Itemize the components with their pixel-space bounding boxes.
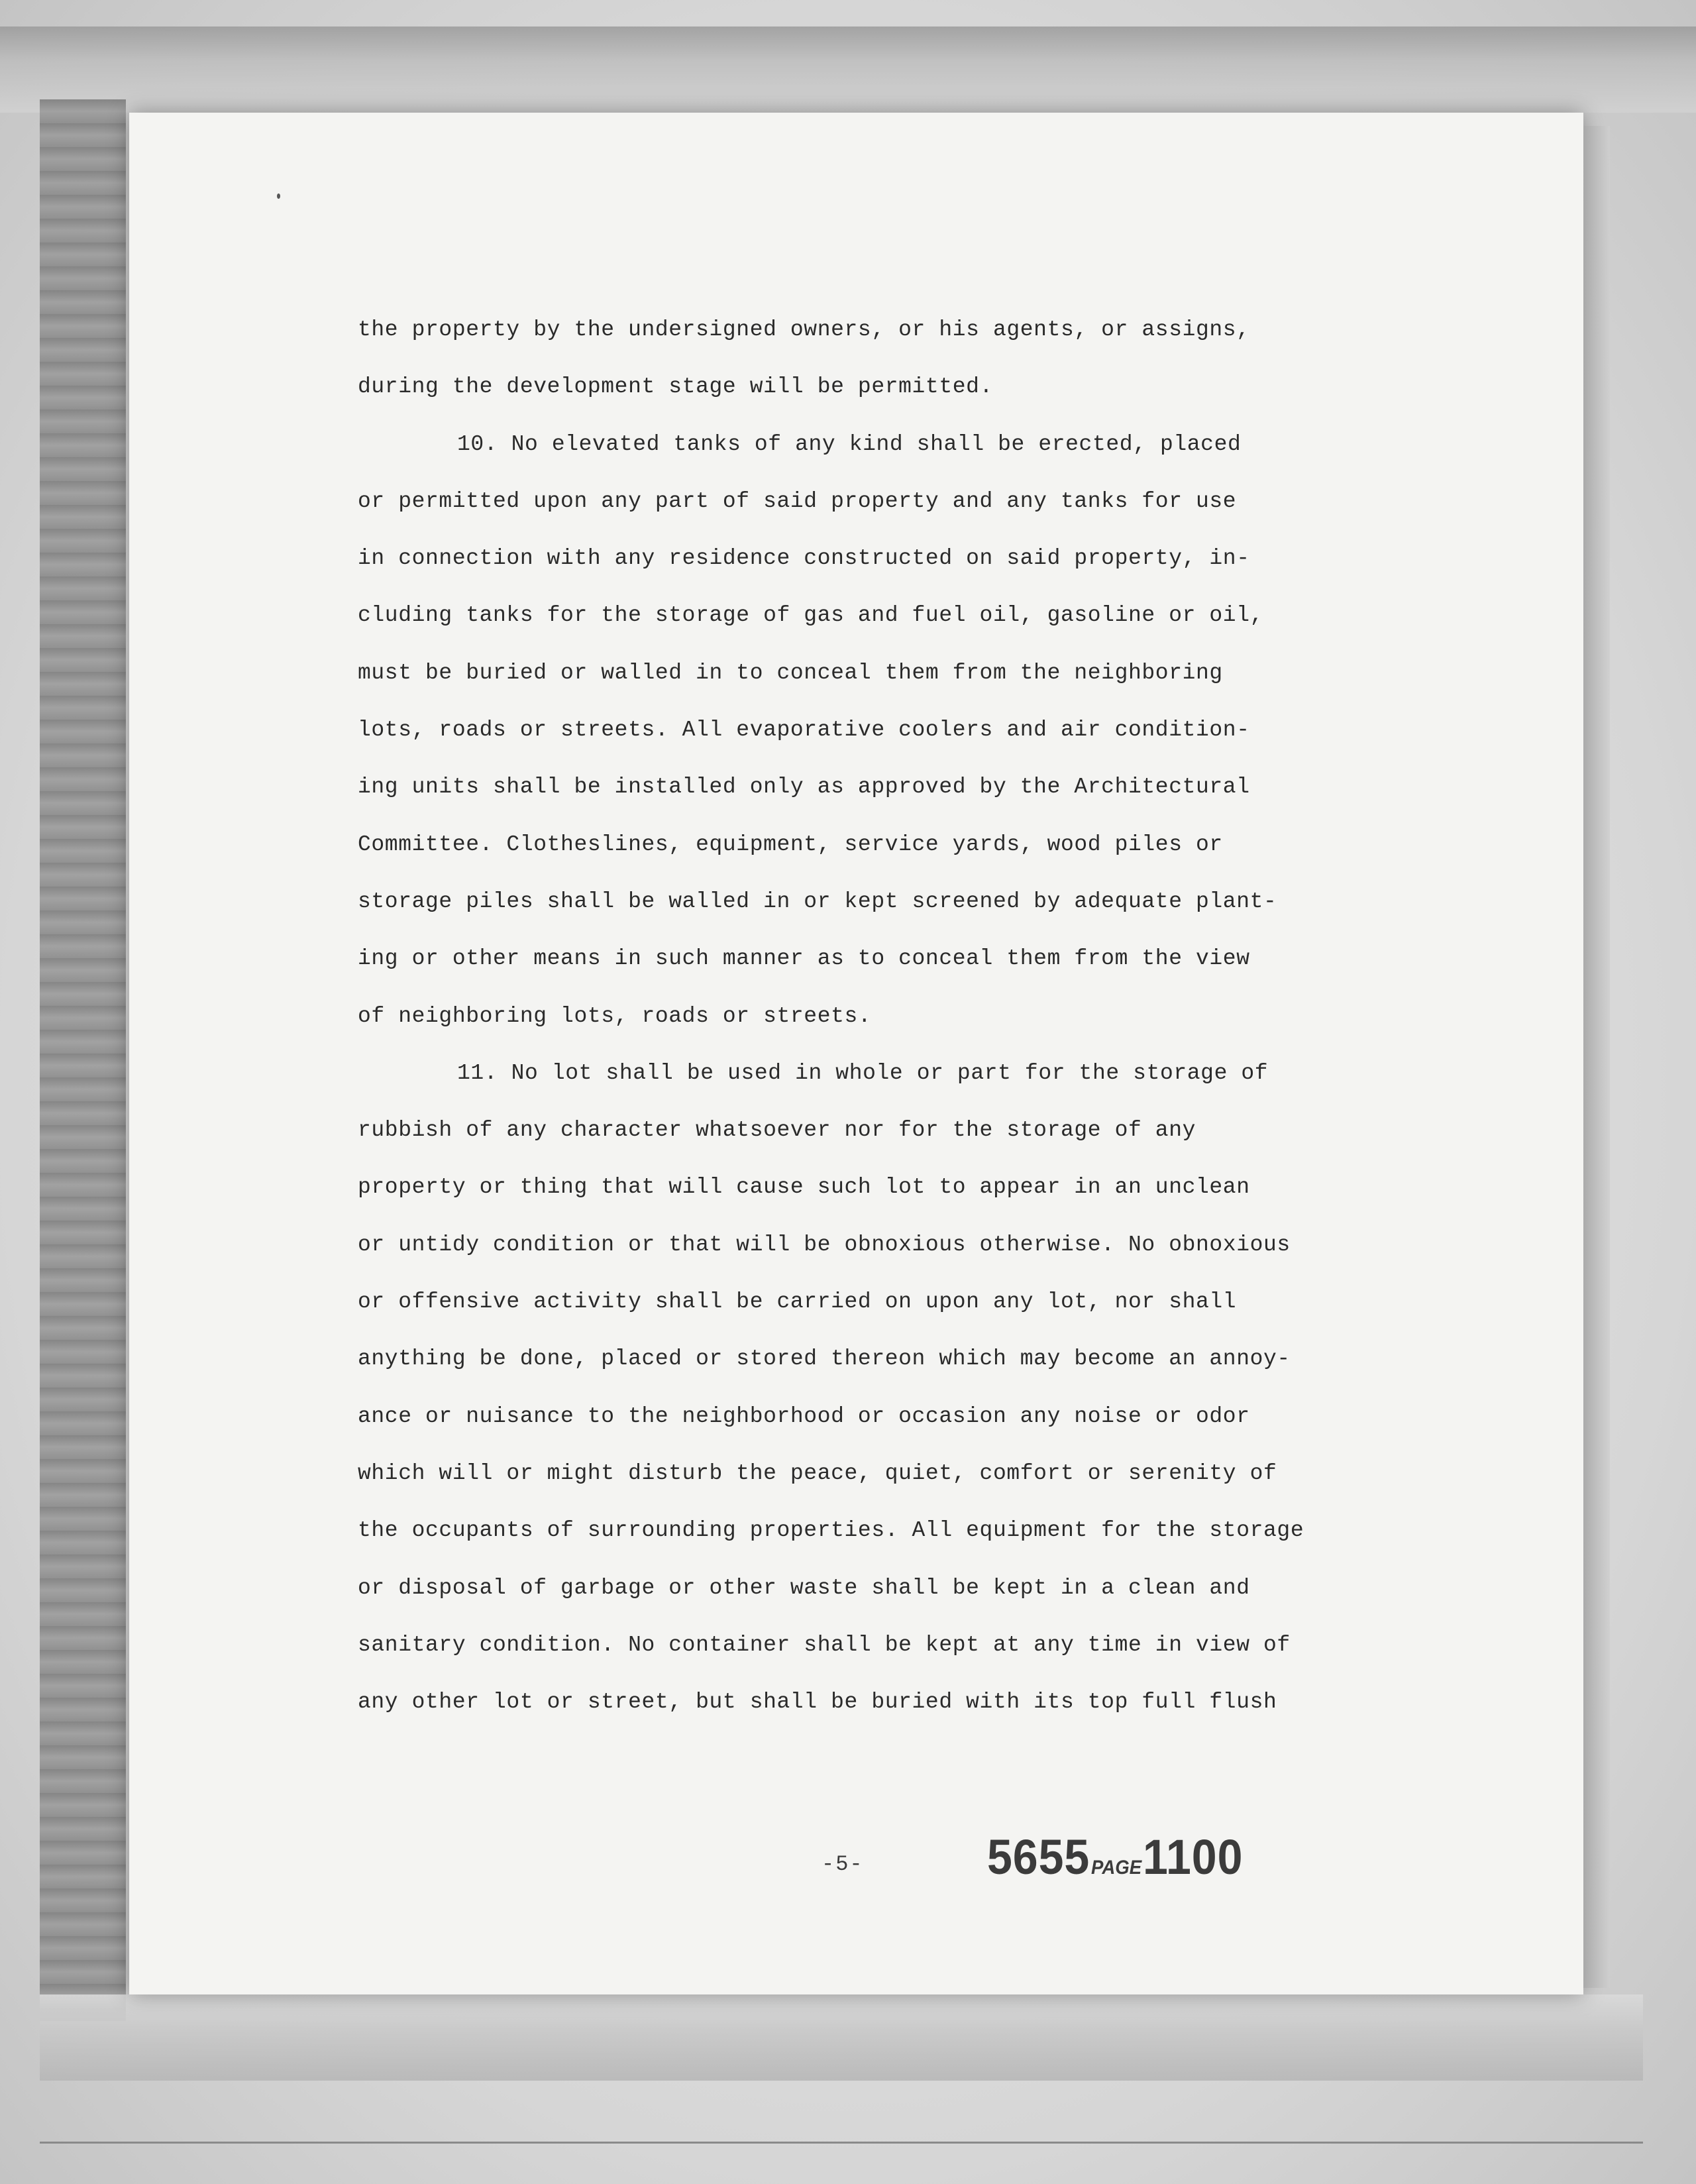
text-line: or permitted upon any part of said property and any tanks for use: [358, 488, 1237, 514]
scan-speck: [277, 193, 280, 199]
text-line: of neighboring lots, roads or streets.: [358, 1003, 872, 1028]
page-label: PAGE: [1090, 1857, 1142, 1879]
text-line: lots, roads or streets. All evaporative coolers and air condition-: [358, 718, 1250, 743]
text-line: ance or nuisance to the neighborhood or occasion any noise or odor: [358, 1403, 1250, 1429]
text-line: storage piles shall be walled in or kept screened by adequate plant-: [358, 889, 1277, 914]
scan-bottom-shadow: [40, 1994, 1643, 2081]
text-line: property or thing that will cause such lot to appear in an unclean: [358, 1175, 1250, 1200]
text-line: must be buried or walled in to conceal them from the neighboring: [358, 660, 1223, 685]
stamp-page-number: 1100: [1142, 1829, 1244, 1884]
text-line: in connection with any residence constructed on said property, in-: [358, 546, 1250, 571]
text-line: ing or other means in such manner as to conceal them from the view: [358, 946, 1250, 971]
text-line: rubbish of any character whatsoever nor for the storage of any: [358, 1118, 1196, 1143]
document-body: [358, 301, 1411, 1731]
text-line: the property by the undersigned owners, or his agents, or assigns,: [358, 317, 1250, 342]
text-line: cluding tanks for the storage of gas and fuel oil, gasoline or oil,: [358, 603, 1264, 628]
text-line: 10. No elevated tanks of any kind shall be erected, placed: [457, 431, 1242, 457]
text-line: or disposal of garbage or other waste shall be kept in a clean and: [358, 1575, 1250, 1600]
text-line: the occupants of surrounding properties. All equipment for the storage: [358, 1518, 1304, 1543]
text-line: ing units shall be installed only as approved by the Architectural: [358, 775, 1250, 800]
text-line: sanitary condition. No container shall be kept at any time in view of: [358, 1632, 1291, 1657]
scan-left-shadow: [40, 99, 126, 2021]
page-right-edge: [1583, 126, 1610, 1988]
text-line: during the development stage will be permitted.: [358, 374, 993, 400]
scan-top-shadow: [0, 27, 1696, 113]
text-line: which will or might disturb the peace, quiet, comfort or serenity of: [358, 1460, 1277, 1486]
page-number: -5-: [822, 1852, 864, 1877]
scan-bottom-rule: [40, 2142, 1643, 2144]
text-line: anything be done, placed or stored thereon which may become an annoy-: [358, 1346, 1291, 1372]
text-line: 11. No lot shall be used in whole or part for the storage of: [457, 1060, 1269, 1085]
book-number: 5655: [987, 1829, 1090, 1884]
text-line: or untidy condition or that will be obnoxious otherwise. No obnoxious: [358, 1232, 1291, 1257]
book-page-stamp: [987, 1829, 1243, 1885]
text-line: or offensive activity shall be carried on upon any lot, nor shall: [358, 1289, 1237, 1315]
text-line: any other lot or street, but shall be buried with its top full flush: [358, 1690, 1277, 1715]
text-line: Committee. Clotheslines, equipment, service yards, wood piles or: [358, 832, 1223, 857]
